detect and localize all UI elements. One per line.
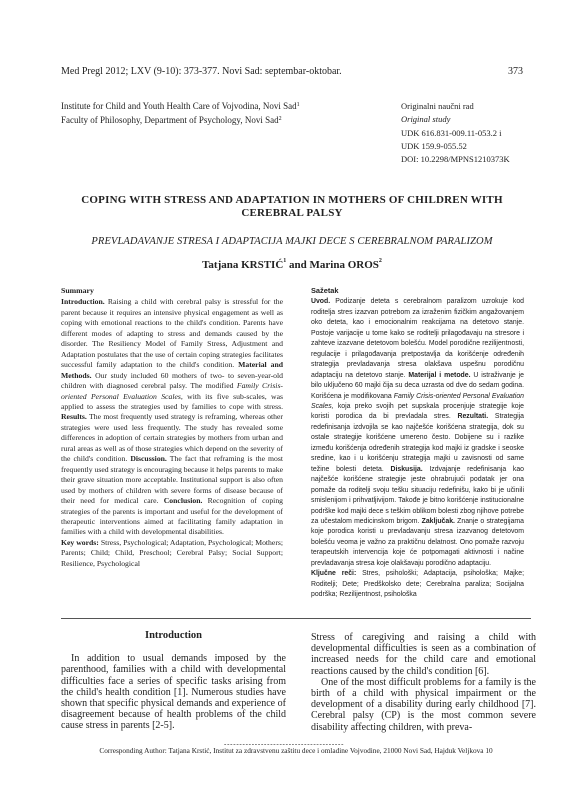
- journal-citation: Med Pregl 2012; LXV (9-10): 373-377. Novi Sad: septembar-oktobar.: [61, 66, 342, 77]
- article-type-sr: Originalni naučni rad: [401, 101, 474, 111]
- summary-body: Introduction. Raising a child with cerebral palsy is stressful for the parent because it requires an intensive physical engagement as well as coping with emotional reactions to the child's condition. Parents have different modes of adapting to stress and demands caused by the disorder. The Resiliency Model of Family Stress, Adjustment and Adaptation postulates that the use of certain coping strategies facilitates successful family adaptation to the child's condition. Material and Methods. Our study included 60 mothers of two- to seven-year-old children with diagnosed cerebral palsy. The modified Family Crisis-oriented Personal Evaluation Scales, with its five sub-scales, was applied to assess the strategies used by families to cope with stress. Results. The most frequently used strategy is reframing, whereas other strategies were used less frequently. The study has revealed some differences in adoption of certain strategies by mothers from urban and rural areas as well as of those strategies which depend on the severity of the child's condition. Discussion. The fact that reframing is the most frequently used strategy is encouraging because it helps parents to make their grave situation more acceptable. Institutional support is also often used by mothers of children with severe forms of disease because of their need for medical care. Conclusion. Recognition of coping strategies of the parents is important and useful for the development of therapeutic interventions aimed at facilitating family adaptation in families with a child with developmental disabilities.: [61, 297, 284, 537]
- affiliation-1: Institute for Child and Youth Health Care of Vojvodina, Novi Sad$^1$: [61, 101, 300, 111]
- doi: DOI: 10.2298/MPNS1210373K: [401, 154, 510, 165]
- intro-paragraph-1: In addition to usual demands imposed by the parenthood, families with a child with developmental difficulties face a series of specific tasks arising from the child's health condition [1]. Numerous studies have shown that specific physical demands and experience of disagreement because of health problems of the child cause stress in parents [2-5].: [61, 653, 286, 732]
- footnote-separator: - - - - - - - - - - - - - - - - - - - - - - - - - - - - - - - - - - - - - - -: [224, 740, 343, 748]
- author-line: Tatjana KRSTIĆ$^1$ and Marina OROS$^2$: [202, 258, 382, 271]
- introduction-heading: Introduction: [145, 630, 202, 641]
- udk-1: UDK 616.831-009.11-053.2 i: [401, 127, 502, 138]
- article-type-en: Original study: [401, 114, 451, 125]
- affiliation-2: Faculty of Philosophy, Department of Psychology, Novi Sad$^2$: [61, 114, 282, 125]
- author-2: Marina OROS: [309, 259, 379, 271]
- intro-paragraph-2: Stress of caregiving and raising a child with developmental difficulties is seen as a combination of increased needs for the child care and emotional reactions caused by the child's condition [6].: [311, 632, 536, 677]
- keywords-en: Key words: Stress, Psychological; Adaptation, Psychological; Mothers; Parents; Child; Child, Preschool; Cerebral Palsy; Social Support; Resilience, Psychological: [61, 537, 284, 568]
- article-title: COPING WITH STRESS AND ADAPTATION IN MOTHERS OF CHILDREN WITH CEREBRAL PALSY: [81, 194, 503, 219]
- sazetak-body: Uvod. Podizanje deteta s cerebralnom paralizom uzrokuje kod roditelja stres izazvan potrebom za izraženim fizičkim angažovanjem oko deteta, kao i emocionalnim reakcijama na detetovo stanje. Postoje varijacije u tome kako se roditelji prilagođavaju na stresore i zahteve izazvane detetovom bolešću. Model porodične rezilijentnosti, regulacije i prilagođavanja pretpostavlja da korišćenje određenih strategija prevladavanja stresa olakšava uspešnu porodičnu adaptaciju na detetovo stanje. Materijal i metode. U istraživanje je bilo uključeno 60 majki čija su deca uzrasta od dve do sedam godina. Korišćena je modifikovana Family Crisis-oriented Personal Evaluation Scales, koja preko svojih pet supskala procenjuje strategije koje koristi porodica da bi prevladala stres. Rezultati. Strategija redefinisanja izdvojila se kao najčešće korišćena strategija, dok su ostale strategije korišćene umereno često. Dobijene su i razlike između korišćenja određenih strategija kod majki iz gradske i seoske sredine, kao i u korišćenju strategija majki u zavisnosti od same težine bolesti deteta. Diskusija. Izdvajanje redefinisanja kao najčešće korišćene strategije jeste ohrabrujući podatak jer ona pomaže da roditelji svoju tešku situaciju redefinišu, kako bi je učinili smislenijom i prihvatljivijom. Takođe je bitno korišćenje institucionalne podrške kod majki dece s teškim oblikom bolesti zbog njihove potrebe za učestalom medicinskom brigom. Zaključak. Znanje o strategijama koje porodica koristi u prevladavanju stresa izazvanog detetovom bolešću veoma je važno za praktičnu delatnost. Ono pomaže razvoju terapeutskih intervencija koje će potpomagati aktivnosti i načine prevladavanja stresa koje olakšavaju porodično adaptaciju.: [311, 298, 524, 567]
- body-column-right: [311, 632, 536, 733]
- intro-paragraph-3: One of the most difficult problems for a family is the birth of a child with physical impairment or the development of a disability during early childhood [7]. Cerebral palsy (CP) is the most common severe disability affecting children, with preva-: [311, 676, 536, 733]
- keywords-sr: Ključne reči: Stres, psihološki; Adaptacija, psihološka; Majke; Roditelji; Dete; Predškolsko dete; Cerebralna paraliza; Socijalna podrška; Rezilijentnost, psihološka: [311, 570, 524, 599]
- summary-en: [61, 286, 283, 569]
- affiliations: [61, 100, 361, 127]
- author-1: Tatjana KRSTIĆ: [202, 259, 284, 271]
- udk-2: UDK 159.9-055.52: [401, 140, 467, 151]
- body-column-left: [61, 630, 286, 732]
- sazetak-heading: Sažetak: [311, 286, 339, 295]
- corresponding-author-footnote: Corresponding Author: Tatjana Krstić, Institut za zdravstvenu zaštitu dece i omladine Vojvodine, 21000 Novi Sad, Hajduk Veljkova 10: [99, 746, 493, 755]
- article-subtitle: PREVLADAVANJE STRESA I ADAPTACIJA MAJKI DECE S CEREBRALNOM PARALIZOM: [91, 236, 493, 247]
- author-joiner: and: [286, 259, 310, 271]
- summary-sr: [311, 286, 524, 601]
- article-meta: [401, 100, 551, 166]
- summary-heading: Summary: [61, 286, 94, 295]
- page-number: 373: [508, 66, 523, 77]
- section-divider: [61, 618, 531, 619]
